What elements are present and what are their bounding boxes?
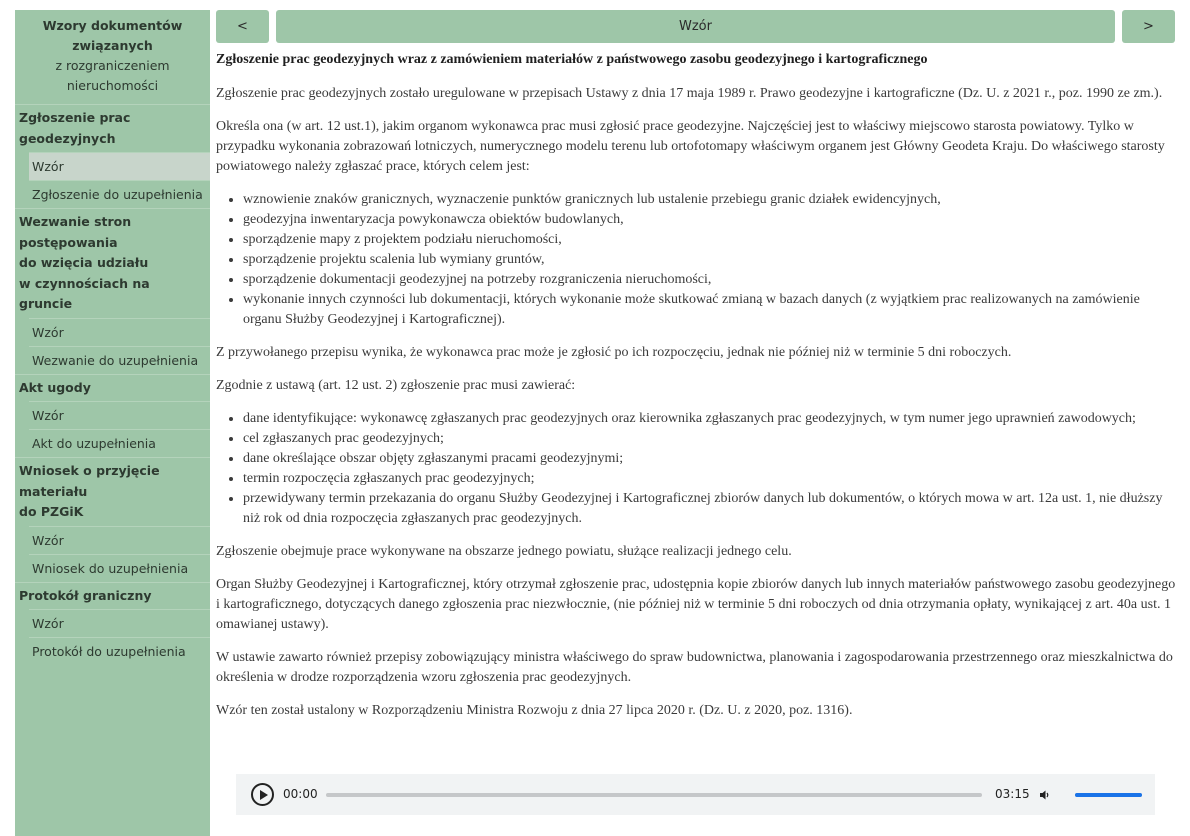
main-content [216,48,1176,734]
sidebar-item-wniosek-wzor[interactable]: Wzór [29,526,210,554]
list-item: • sporządzenie projektu scalenia lub wymiany gruntów, [243,250,1176,270]
sidebar-title-line: nieruchomości [66,78,159,93]
sidebar-group-label: w czynnościach na gruncie [19,275,150,311]
progress-bar[interactable] [326,793,982,797]
sidebar-item-akt-do-uzupelnienia[interactable]: Akt do uzupełnienia [29,429,210,457]
sidebar-group-label: Wniosek o przyjęcie materiału [19,463,160,499]
sidebar-group-label: Wezwanie stron postępowania [19,214,132,250]
sidebar-group-protokol[interactable] [15,582,210,610]
sidebar-group-label: do PZGiK [19,504,84,519]
sidebar-item-protokol-do-uzupelnienia[interactable]: Protokół do uzupełnienia [29,637,210,665]
bullet-list [216,409,1176,529]
sidebar-group-wezwanie[interactable] [15,208,210,318]
sidebar-item-akt-wzor[interactable]: Wzór [29,401,210,429]
sidebar-item-protokol-wzor[interactable]: Wzór [29,609,210,637]
paragraph: Określa ona (w art. 12 ust.1), jakim organom wykonawca prac musi zgłosić prace geodezyjne. Najczęściej jest to właściwy miejscowo starosta powiatowy. Tylko w przypadku wykonania zobrazowań lotniczych, numerycznego modelu terenu lub ortofotomapy właściwym organem jest Główny Geodeta Kraju. Do właściwego starosty powiatowego należy zgłaszać prace, których celem jest: [216,119,1165,174]
top-navigation [216,10,1176,43]
list-item: • dane określające obszar objęty zgłaszanymi pracami geodezyjnymi; [243,449,1176,469]
page-heading: Zgłoszenie prac geodezyjnych wraz z zamówieniem materiałów z państwowego zasobu geodezyjnego i kartograficznego [216,52,928,67]
sidebar-group-label: Akt ugody [19,379,91,395]
sidebar-title [15,10,210,104]
list-item: • wykonanie innych czynności lub dokumentacji, których wykonanie może skutkować zmianą w bazach danych (z wyjątkiem prac realizowanych na zamówienie organu Służby Geodezyjnej i Kartograficznej). [243,290,1176,330]
list-item: • geodezyjna inwentaryzacja powykonawcza obiektów budowlanych, [243,210,1176,230]
current-time: 00:00 [283,787,318,801]
sidebar-item-zgloszenie-do-uzupelnienia[interactable]: Zgłoszenie do uzupełnienia [29,180,210,208]
list-item: • dane identyfikujące: wykonawcę zgłaszanych prac geodezyjnych oraz kierownika zgłaszanych prac geodezyjnych, w tym numer jego uprawnień zawodowych; [243,409,1176,429]
sidebar-group-label: Zgłoszenie prac geodezyjnych [19,110,131,146]
page-title-bar: Wzór [276,10,1115,43]
list-item: • termin rozpoczęcia zgłaszanych prac geodezyjnych; [243,469,1176,489]
sidebar-title-line: Wzory dokumentów związanych [42,18,183,53]
duration: 03:15 [995,787,1030,801]
sidebar-item-wezwanie-wzor[interactable]: Wzór [29,318,210,346]
sidebar-item-wezwanie-do-uzupelnienia[interactable]: Wezwanie do uzupełnienia [29,346,210,374]
next-button[interactable]: > [1122,10,1175,43]
list-item: • przewidywany termin przekazania do organu Służby Geodezyjnej i Kartograficznej zbiorów danych lub dokumentów, o których mowa w art. 12a ust. 1, nie dłuższy niż rok od dnia rozpoczęcia zgłaszanych prac geodezyjnych. [243,489,1176,529]
paragraph: Wzór ten został ustalony w Rozporządzeniu Ministra Rozwoju z dnia 27 lipca 2020 r. (Dz. U. z 2020, poz. 1316). [216,703,853,718]
sidebar-group-zgloszenie[interactable] [15,104,210,152]
list-item: • cel zgłaszanych prac geodezyjnych; [243,429,1176,449]
sidebar-group-akt-ugody[interactable] [15,374,210,402]
list-item: • wznowienie znaków granicznych, wyznaczenie punktów granicznych lub ustalenie przebiegu granic działek ewidencyjnych, [243,190,1176,210]
audio-player [236,774,1155,815]
paragraph: Organ Służby Geodezyjnej i Kartograficznej, który otrzymał zgłoszenie prac, udostępnia kopie zbiorów danych lub innych materiałów państwowego zasobu geodezyjnego i kartograficznego, dotyczących danego zgłoszenia prac niezwłocznie, (nie później niż w terminie 5 dni roboczych od dnia otrzymania opłaty, wynikającej z art. 40a ust. 1 omawianej ustawy). [216,577,1176,632]
play-icon[interactable] [251,783,274,806]
previous-button[interactable]: < [216,10,269,43]
list-item: • sporządzenie mapy z projektem podziału nieruchomości, [243,230,1176,250]
paragraph: Z przywołanego przepisu wynika, że wykonawca prac może je zgłosić po ich rozpoczęciu, jednak nie później niż w terminie 5 dni roboczych. [216,345,1012,360]
paragraph: Zgłoszenie obejmuje prace wykonywane na obszarze jednego powiatu, służące realizacji jednego celu. [216,544,792,559]
list-item: • sporządzenie dokumentacji geodezyjnej na potrzeby rozgraniczenia nieruchomości, [243,270,1176,290]
volume-slider[interactable] [1075,793,1142,797]
sidebar [15,10,210,836]
sidebar-group-label: do wzięcia udziału [19,255,149,270]
sidebar-group-label: Protokół graniczny [19,587,152,603]
bullet-list [216,190,1176,330]
paragraph: Zgłoszenie prac geodezyjnych zostało uregulowane w przepisach Ustawy z dnia 17 maja 1989 r. Prawo geodezyjne i kartograficzne (Dz. U. z 2021 r., poz. 1990 ze zm.). [216,86,1163,101]
paragraph: Zgodnie z ustawą (art. 12 ust. 2) zgłoszenie prac musi zawierać: [216,378,576,393]
paragraph: W ustawie zawarto również przepisy zobowiązujący ministra właściwego do spraw budownictwa, planowania i zagospodarowania przestrzennego oraz mieszkalnictwa do określenia w drodze rozporządzenia wzoru zgłoszenia prac geodezyjnych. [216,650,1173,685]
sidebar-group-wniosek[interactable] [15,457,210,526]
sidebar-item-wniosek-do-uzupelnienia[interactable]: Wniosek do uzupełnienia [29,554,210,582]
sidebar-item-zgloszenie-wzor[interactable]: Wzór [29,152,210,180]
volume-fill [1075,793,1142,797]
sidebar-title-line: z rozgraniczeniem [55,58,170,73]
volume-icon[interactable] [1039,789,1051,801]
